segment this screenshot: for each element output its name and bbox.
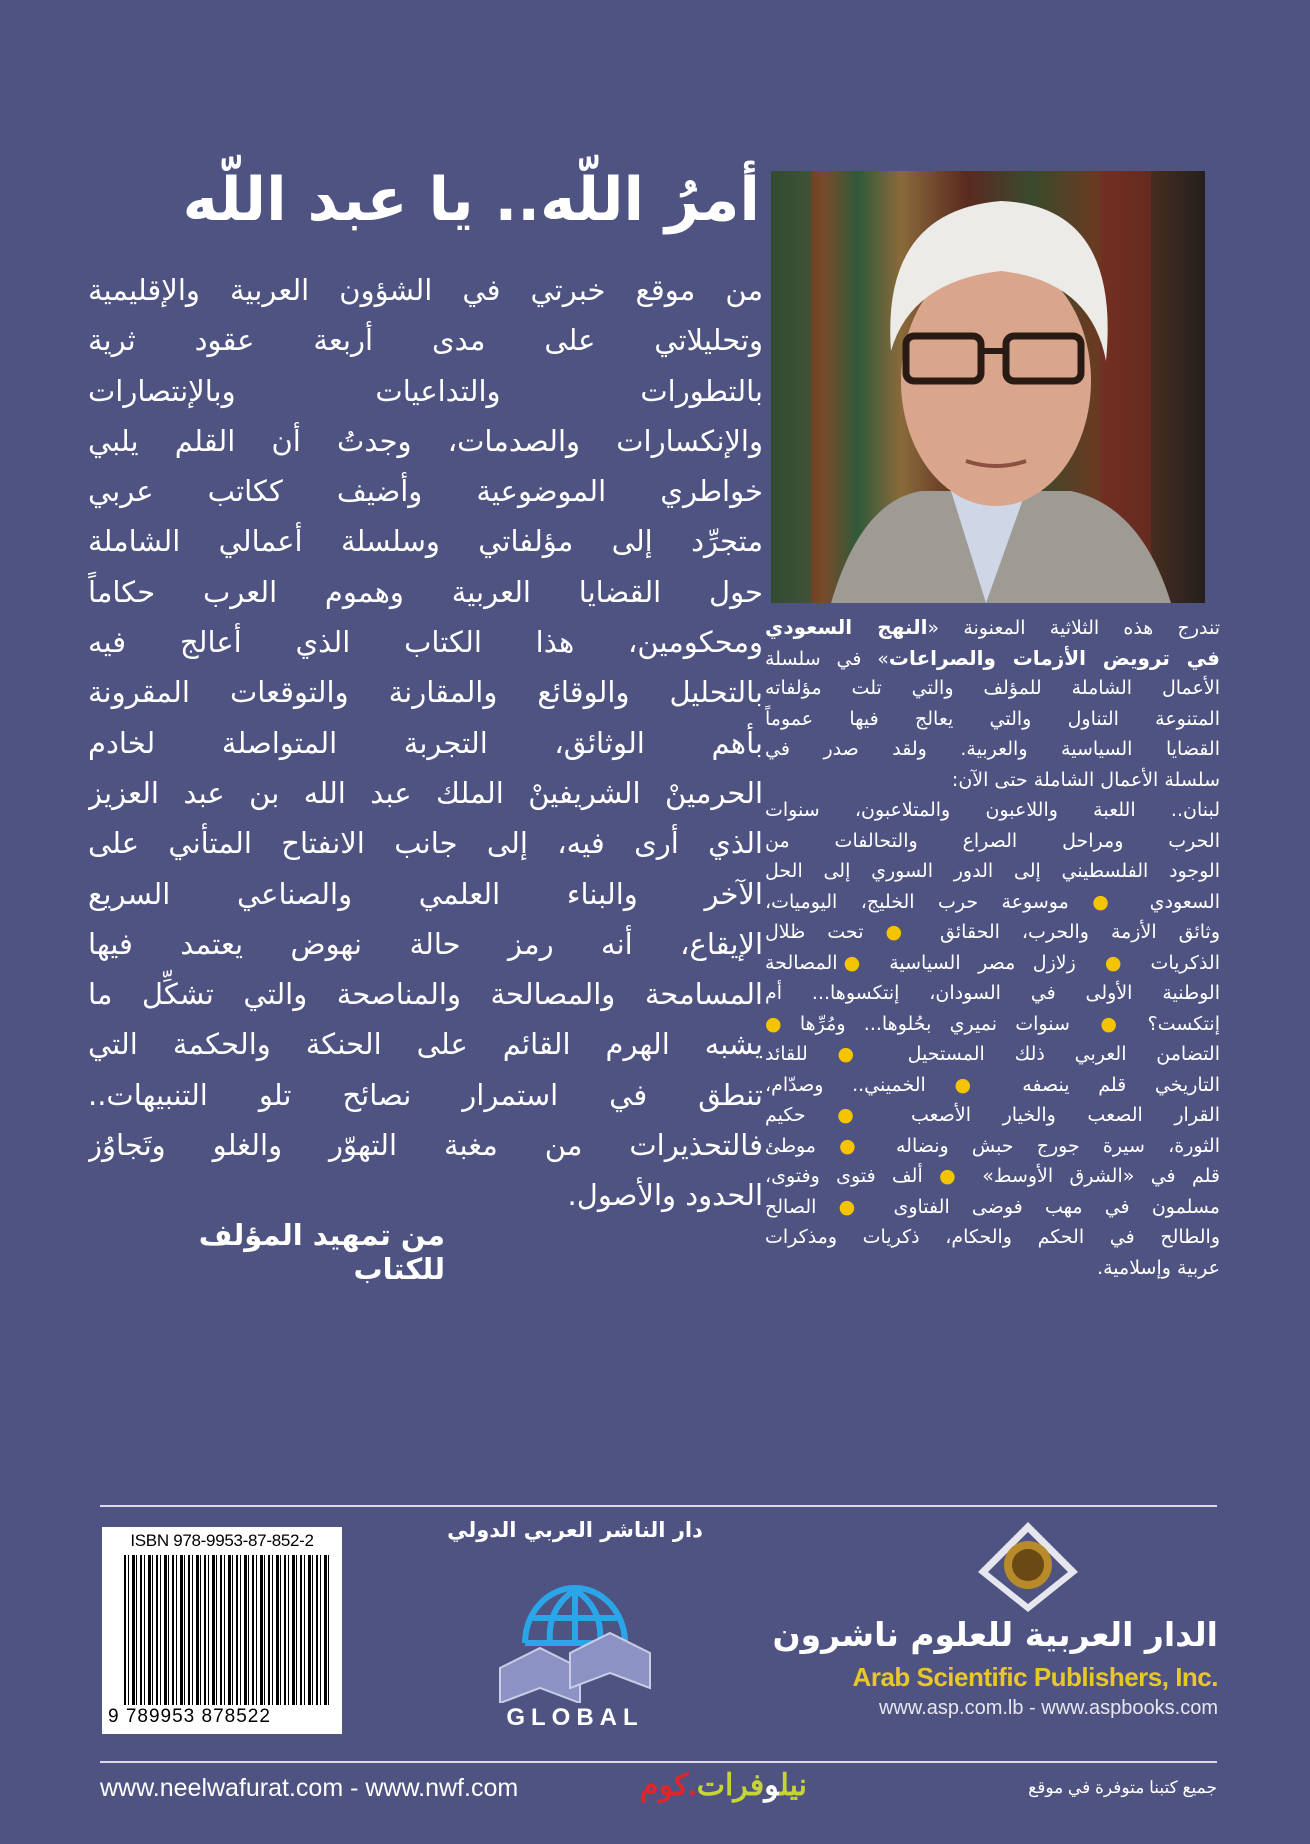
series-text: لبنان.. اللعبة واللاعبون والمتلاعبون، سنوات (765, 799, 1220, 821)
preface-line: المسامحة والمصالحة والمناصحة والتي تشكِّل ما (88, 977, 763, 1012)
series-line (765, 1070, 1220, 1101)
series-text: مسلمون في مهب فوضى الفتاوى (871, 1195, 1220, 1218)
series-line (765, 643, 1220, 674)
preface-attribution: من تمهيد المؤلف للكتاب (198, 1218, 445, 1286)
series-line (765, 948, 1220, 979)
bullet-icon: ● (869, 921, 919, 943)
isbn-barcode (102, 1527, 342, 1734)
global-label: GLOBAL (506, 1704, 644, 1731)
preface-line: حول القضايا العربية وهموم العرب حكاماً (88, 574, 763, 609)
series-text: الخميني.. وصدّام، (765, 1073, 932, 1096)
bullet-icon: ● (843, 951, 872, 974)
series-text: الثورة، سيرة جورج حبش ونضاله (872, 1134, 1220, 1157)
publisher-websites[interactable]: www.asp.com.lb - www.aspbooks.com (878, 1697, 1218, 1719)
series-line (765, 856, 1220, 887)
publisher-name-arabic: الدار العربية للعلوم ناشرون (772, 1615, 1218, 1654)
global-arabic-name: دار الناشر العربي الدولي (447, 1518, 703, 1542)
bookstore-urls[interactable]: www.neelwafurat.com - www.nwf.com (100, 1774, 519, 1802)
series-text: القرار الصعب والخيار الأصعب (879, 1104, 1220, 1126)
series-text: سنوات نميري بحُلوها... ومُرِّها (781, 1012, 1089, 1035)
series-text: موسوعة حرب الخليج، اليوميات، (765, 890, 1075, 913)
series-text: السعودي (1126, 890, 1220, 913)
author-preface (88, 265, 763, 1221)
series-text: زلازل مصر السياسية (871, 951, 1094, 974)
series-text: المتنوعة التناول والتي يعالج فيها عموماً (765, 707, 1220, 730)
series-line (765, 765, 1220, 796)
series-text: تحت ظلال (765, 921, 870, 943)
preface-line: والإنكسارات والصدمات، وجدتُ أن القلم يلبي (88, 423, 763, 458)
preface-line: الحدود والأصول. (567, 1178, 763, 1213)
series-text: وثائق الأزمة والحرب، الحقائق (918, 921, 1220, 943)
brand-part: و (764, 1769, 780, 1802)
series-line (765, 1222, 1220, 1253)
series-line (765, 795, 1220, 826)
bullet-icon: ● (811, 1104, 880, 1126)
series-line (765, 1253, 1220, 1284)
preface-line: الإيقاع، أنه رمز حالة نهوض يعتمد فيها (88, 926, 763, 961)
divider-bottom (100, 1761, 1217, 1763)
series-line (765, 826, 1220, 857)
bullet-icon: ● (765, 1012, 782, 1035)
preface-line: متجرِّد إلى مؤلفاتي وسلسلة أعمالي الشاملة (88, 524, 763, 559)
bullet-icon: ● (822, 1134, 873, 1157)
series-line (765, 673, 1220, 704)
bullet-icon: ● (822, 1195, 872, 1218)
bullet-icon: ● (928, 1165, 966, 1187)
preface-line: يشبه الهرم القائم على الحنكة والحكمة التي (88, 1027, 763, 1062)
bullet-icon: ● (1093, 951, 1133, 974)
series-line (765, 704, 1220, 735)
publisher-emblem-icon (973, 1520, 1083, 1615)
series-line (765, 1009, 1220, 1040)
series-text: موطئ (765, 1134, 822, 1157)
preface-line: من موقع خبرتي في الشؤون العربية والإقليمية (88, 273, 763, 307)
bullet-icon: ● (1088, 1012, 1130, 1035)
preface-line: الذي أرى فيه، إلى جانب الانفتاح المتأني على (88, 826, 763, 861)
series-text: قلم في «الشرق الأوسط» (965, 1165, 1220, 1187)
neelwafurat-logo (640, 1768, 807, 1803)
series-line (765, 612, 1220, 643)
preface-line: بالتطورات والتداعيات وبالإنتصارات (88, 373, 763, 408)
series-text: الأعمال الشاملة للمؤلف والتي تلت مؤلفاته (765, 677, 1220, 699)
series-line (765, 1131, 1220, 1162)
preface-line: تنطق في استمرار نصائح تلو التنبيهات.. (88, 1077, 763, 1112)
preface-line: خواطري الموضوعية وأضيف ككاتب عربي (88, 474, 763, 509)
divider-top (100, 1505, 1217, 1507)
brand-part: نيل (779, 1769, 808, 1802)
series-text: للقائد (765, 1043, 814, 1065)
series-text: الوجود الفلسطيني إلى الدور السوري إلى الحل (765, 860, 1220, 882)
preface-line: فالتحذيرات من مغبة التهوّر والغلو وتَجاوُز (88, 1128, 763, 1163)
series-line (765, 917, 1220, 948)
series-text: إنتكست؟ (1129, 1012, 1220, 1035)
availability-note: جميع كتبنا متوفرة في موقع (1028, 1778, 1217, 1797)
preface-line: بالتحليل والوقائع والمقارنة والتوقعات المقرونة (88, 675, 763, 710)
series-text: التاريخي قلم ينصفه (993, 1073, 1220, 1096)
bullet-icon: ● (813, 1043, 878, 1065)
series-description (765, 612, 1220, 1283)
series-text: التضامن العربي ذلك المستحيل (877, 1043, 1220, 1065)
series-text: الذكريات (1132, 951, 1220, 974)
series-text: عربية وإسلامية. (1097, 1256, 1220, 1279)
global-publisher-logo (440, 1518, 710, 1743)
series-text: المصالحة (765, 951, 844, 974)
preface-line: بأهم الوثائق، التجربة المتواصلة لخادم (88, 725, 763, 760)
footer (100, 1769, 1217, 1808)
series-text: القضايا السياسية والعربية. ولقد صدر في (765, 738, 1220, 760)
series-line (765, 887, 1220, 918)
series-title: النهج السعودي (765, 615, 928, 639)
series-title: في ترويض الأزمات والصراعات (888, 645, 1220, 670)
preface-line: وتحليلاتي على مدى أربعة عقود ثرية (88, 323, 763, 358)
series-text: الوطنية الأولى في السودان، إنتكسوها... أم (765, 982, 1220, 1004)
book-title: أمرُ اللّه.. يا عبد اللّه (182, 165, 760, 235)
barcode-bars (124, 1555, 330, 1705)
author-photo (771, 171, 1205, 603)
series-text: سلسلة الأعمال الشاملة حتى الآن: (951, 768, 1220, 791)
series-line (765, 1039, 1220, 1070)
preface-line: الآخر والبناء العلمي والصناعي السريع (88, 876, 763, 911)
isbn-number: ISBN 978-9953-87-852-2 (130, 1531, 314, 1550)
series-line (765, 978, 1220, 1009)
series-text: ألف فتوى وفتوى، (765, 1165, 929, 1187)
brand-part: .كوم (640, 1769, 697, 1802)
bullet-icon: ● (931, 1073, 994, 1096)
series-text: تندرج هذه الثلاثية المعنونة « (927, 617, 1220, 639)
publisher-block (772, 1520, 1218, 1740)
series-line (765, 1161, 1220, 1192)
series-text: » في سلسلة (765, 647, 889, 670)
barcode-digits: 9 789953 878522 (108, 1706, 271, 1727)
publisher-name-english: Arab Scientific Publishers, Inc. (852, 1662, 1218, 1692)
series-line (765, 734, 1220, 765)
series-text: حكيم (765, 1104, 812, 1126)
bullet-icon: ● (1074, 890, 1127, 913)
series-line (765, 1192, 1220, 1223)
series-text: الصالح (765, 1195, 823, 1218)
series-text: الحرب ومراحل الصراع والتحالفات من (765, 829, 1220, 852)
series-text: والطالح في الحكم والحكام، ذكريات ومذكرات (765, 1226, 1220, 1248)
series-line (765, 1100, 1220, 1131)
preface-line: ومحكومين، هذا الكتاب الذي أعالج فيه (88, 625, 763, 660)
brand-part: فرات (696, 1769, 765, 1802)
preface-line: الحرمينْ الشريفينْ الملك عبد الله بن عبد العزيز (88, 775, 763, 810)
globe-books-icon (455, 1548, 695, 1703)
